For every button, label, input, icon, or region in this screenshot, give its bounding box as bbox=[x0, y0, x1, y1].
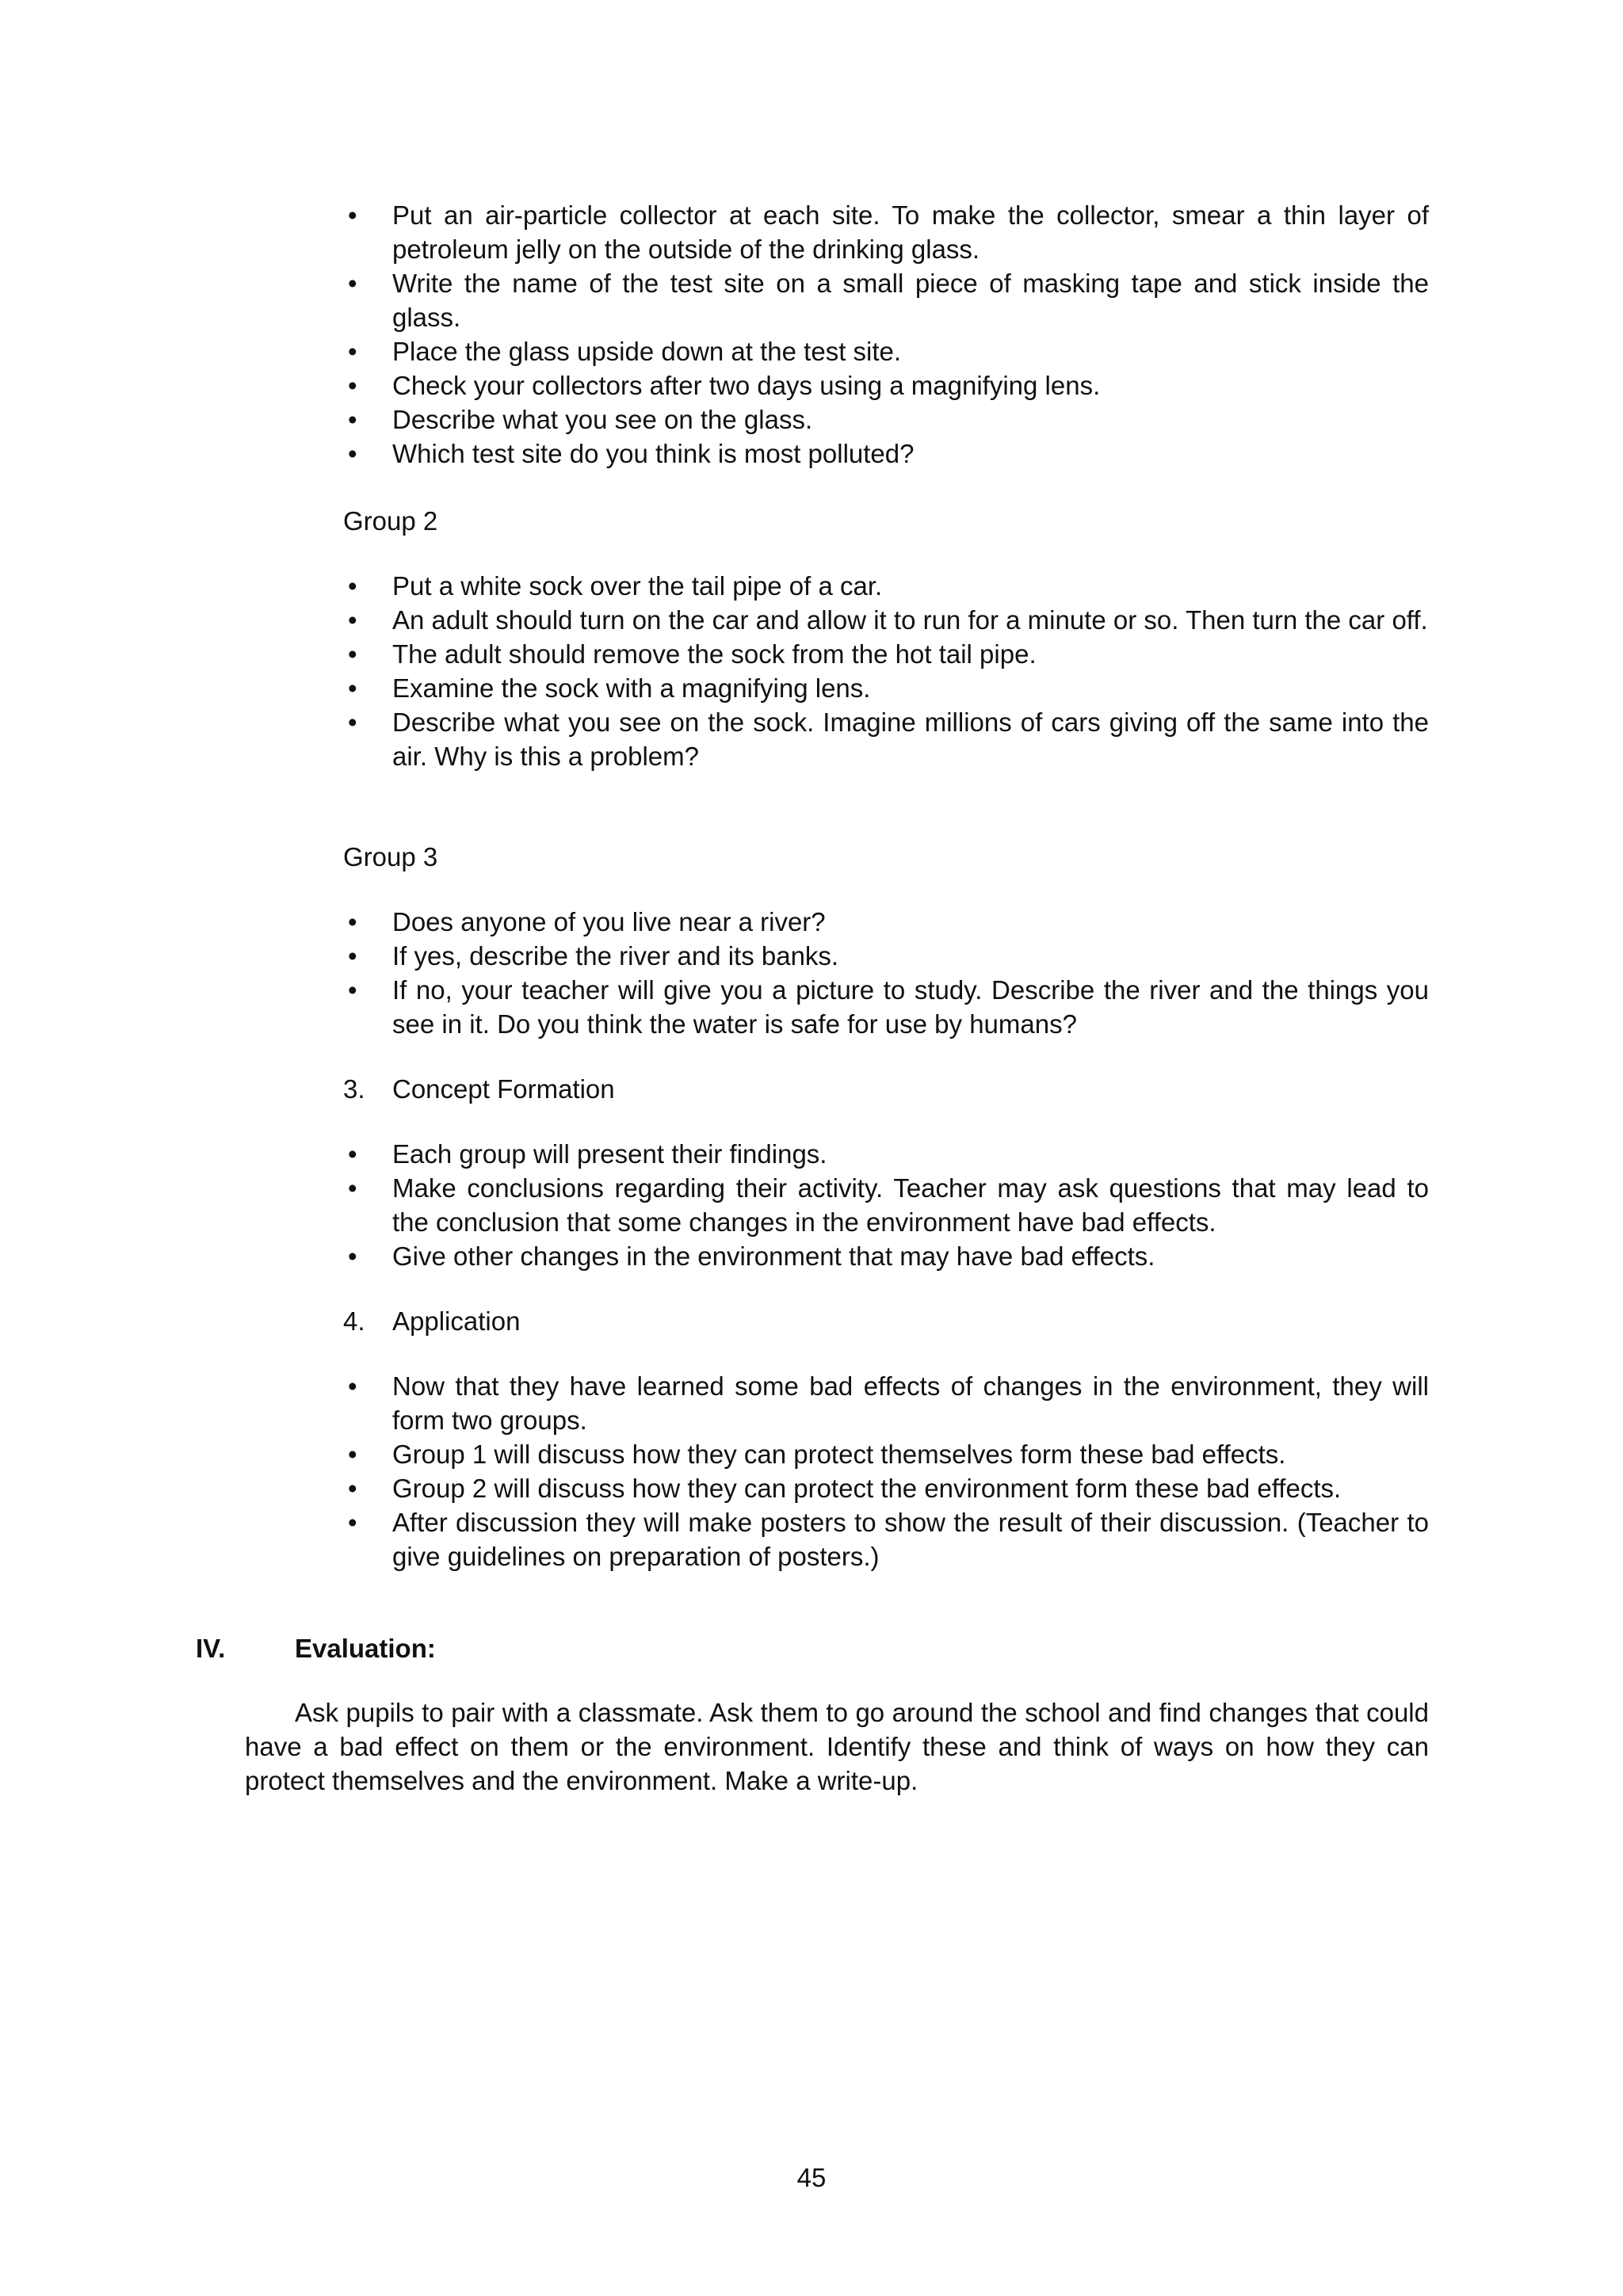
list-item: • An adult should turn on the car and allow it to run for a minute or so. Then turn the car off. bbox=[343, 603, 1429, 637]
bullet-icon: • bbox=[348, 639, 357, 669]
list-item: • Examine the sock with a magnifying lens. bbox=[343, 671, 1429, 705]
list-item: • Put an air-particle collector at each site. To make the collector, smear a thin layer of petroleum jelly on the outside of the drinking glass. bbox=[343, 198, 1429, 266]
group-2-list-block bbox=[343, 569, 1429, 773]
list-item: • Each group will present their findings. bbox=[343, 1137, 1429, 1171]
group-2-list bbox=[343, 569, 1429, 773]
section-title: Evaluation: bbox=[295, 1634, 436, 1663]
section-title: Concept Formation bbox=[392, 1074, 615, 1104]
section-roman-numeral: IV. bbox=[196, 1634, 226, 1663]
section-number: 4. bbox=[343, 1306, 365, 1336]
concept-formation-list-block bbox=[343, 1137, 1429, 1273]
list-item: • Make conclusions regarding their activity. Teacher may ask questions that may lead to the conclusion that some changes in the environment have bad effects. bbox=[343, 1171, 1429, 1239]
bullet-icon: • bbox=[348, 1371, 357, 1401]
bullet-icon: • bbox=[348, 1139, 357, 1169]
list-item: • Describe what you see on the glass. bbox=[343, 402, 1429, 437]
application-list bbox=[343, 1369, 1429, 1573]
list-item: • Describe what you see on the sock. Imagine millions of cars giving off the same into the air. Why is this a problem? bbox=[343, 705, 1429, 773]
list-item: • If yes, describe the river and its banks. bbox=[343, 939, 1429, 973]
list-item: • If no, your teacher will give you a picture to study. Describe the river and the things you see in it. Do you think the water is safe for use by humans? bbox=[343, 973, 1429, 1041]
concept-formation-list bbox=[343, 1137, 1429, 1273]
section-number: 3. bbox=[343, 1074, 365, 1104]
list-item: • Which test site do you think is most polluted? bbox=[343, 437, 1429, 471]
bullet-icon: • bbox=[348, 1173, 357, 1203]
group-2-label: Group 2 bbox=[343, 506, 438, 536]
bullet-icon: • bbox=[348, 200, 357, 230]
bullet-icon: • bbox=[348, 439, 357, 468]
group-3-list-block bbox=[343, 905, 1429, 1041]
bullet-icon: • bbox=[348, 1508, 357, 1537]
evaluation-paragraph: Ask pupils to pair with a classmate. Ask them to go around the school and find changes that could have a bad effect on them or the environment. Identify these and think of ways on how they can protect themselves and the environment. Make a write-up. bbox=[245, 1698, 1429, 1795]
application-list-block bbox=[343, 1369, 1429, 1573]
evaluation-heading bbox=[196, 1631, 436, 1665]
group-3-label: Group 3 bbox=[343, 842, 438, 871]
list-item: • Put a white sock over the tail pipe of a car. bbox=[343, 569, 1429, 603]
list-item: • Does anyone of you live near a river? bbox=[343, 905, 1429, 939]
bullet-icon: • bbox=[348, 975, 357, 1005]
list-item: • Group 1 will discuss how they can protect themselves form these bad effects. bbox=[343, 1437, 1429, 1471]
bullet-icon: • bbox=[348, 1474, 357, 1503]
bullet-icon: • bbox=[348, 1241, 357, 1271]
bullet-icon: • bbox=[348, 405, 357, 434]
bullet-icon: • bbox=[348, 1440, 357, 1469]
list-item: • Place the glass upside down at the test site. bbox=[343, 334, 1429, 368]
bullet-icon: • bbox=[348, 571, 357, 601]
section-title: Application bbox=[392, 1306, 521, 1336]
list-item: • Write the name of the test site on a small piece of masking tape and stick inside the glass. bbox=[343, 266, 1429, 334]
page-number: 45 bbox=[796, 2163, 827, 2192]
list-item: • Now that they have learned some bad effects of changes in the environment, they will form two groups. bbox=[343, 1369, 1429, 1437]
list-item: • Group 2 will discuss how they can protect the environment form these bad effects. bbox=[343, 1471, 1429, 1505]
bullet-icon: • bbox=[348, 673, 357, 703]
bullet-icon: • bbox=[348, 907, 357, 936]
list-item: • After discussion they will make posters to show the result of their discussion. (Teacher to give guidelines on preparation of posters.) bbox=[343, 1505, 1429, 1573]
list-item: • Check your collectors after two days using a magnifying lens. bbox=[343, 368, 1429, 402]
bullet-icon: • bbox=[348, 371, 357, 400]
bullet-icon: • bbox=[348, 707, 357, 737]
bullet-icon: • bbox=[348, 605, 357, 635]
list-item: • The adult should remove the sock from the hot tail pipe. bbox=[343, 637, 1429, 671]
bullet-icon: • bbox=[348, 269, 357, 298]
group-1-list-block bbox=[343, 198, 1429, 471]
application-heading bbox=[343, 1304, 520, 1338]
group-1-list bbox=[343, 198, 1429, 471]
concept-formation-heading bbox=[343, 1072, 615, 1106]
bullet-icon: • bbox=[348, 337, 357, 366]
list-item: • Give other changes in the environment that may have bad effects. bbox=[343, 1239, 1429, 1273]
bullet-icon: • bbox=[348, 941, 357, 971]
group-3-list bbox=[343, 905, 1429, 1041]
